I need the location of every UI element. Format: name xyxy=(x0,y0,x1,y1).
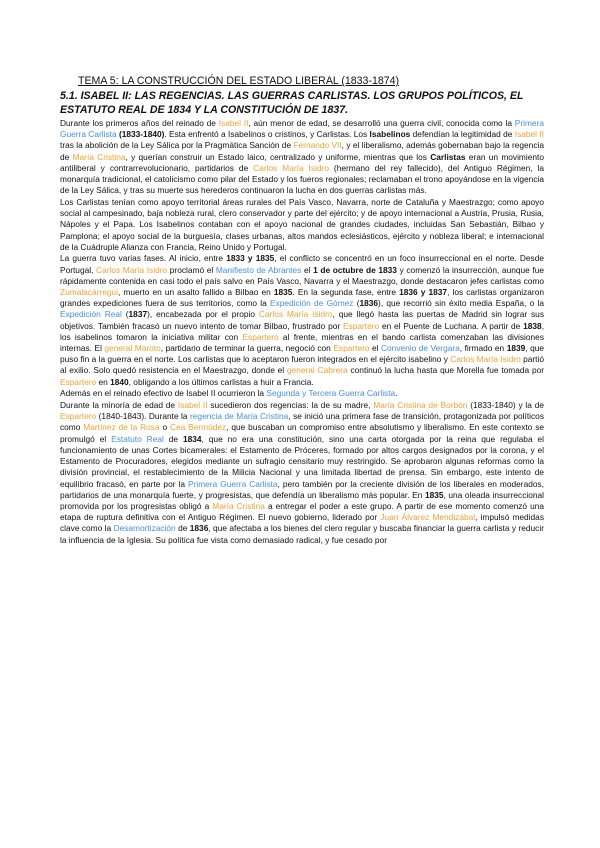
text-run: , obligando a los últimos carlistas a huir a Francia. xyxy=(128,376,314,387)
bold-term: 1833 y 1835 xyxy=(226,253,275,264)
text-run: , muerto en un asalto fallido a Bilbao en xyxy=(117,287,274,298)
text-run: Durante la minoría de edad de xyxy=(60,400,178,411)
bold-term: 1835 xyxy=(273,287,293,298)
text-run: eran un movimiento antiliberal y contrarrevolucionario, partidarios de xyxy=(60,151,544,173)
text-run: en el Puente de Luchana. A partir de xyxy=(379,320,524,331)
text-run: , se inició una primera fase de transición, protagonizada por políticos como xyxy=(60,411,544,433)
text-run: Además en el reinado efectivo de Isabel II ocurrieron la xyxy=(60,388,267,399)
section-title: 5.1. ISABEL II: LAS REGENCIAS. LAS GUERRAS CARLISTAS. LOS GRUPOS POLÍTICOS, EL ESTATUTO REAL DE 1834 Y LA CONSTITUCIÓN DE 1837. xyxy=(60,90,524,116)
person-term: Isabel II xyxy=(514,129,544,140)
person-term: Cea Bermúdez xyxy=(170,422,227,433)
text-run: La guerra tuvo varias fases. Al inicio, entre xyxy=(60,253,227,264)
text-run: ), que recorrió sin éxito media España, o la xyxy=(378,298,544,309)
text-run: , y el liberalismo, además gobernaban bajo la regencia de xyxy=(60,140,544,162)
text-run: el xyxy=(301,264,314,275)
bold-term: 1840 xyxy=(110,376,129,387)
bold-term: 1837 xyxy=(128,309,148,320)
bold-term: 1834 xyxy=(182,433,202,444)
text-run: , impulsó medidas clave como la xyxy=(60,512,544,534)
text-run: (1833-1840) y la de xyxy=(467,400,544,411)
text-run: , firmado en xyxy=(459,343,507,354)
link-term: Convenio de Vergara xyxy=(381,343,460,354)
person-term: Carlos María Isidro xyxy=(96,264,168,275)
text-run: , pero también por la creciente división de los liberales en moderados, partidarios de una monarquía fuerte, y progresistas, que defendía un liberalismo más popular. En xyxy=(60,478,544,500)
text-run: tras la abolición de la Ley Sálica por la Pragmática Sanción de xyxy=(60,140,294,151)
paragraph xyxy=(60,400,544,546)
text-run: proclamó el xyxy=(167,264,216,275)
text-run: Durante los primeros años del reinado de xyxy=(60,118,219,128)
person-term: Fernando VII xyxy=(293,140,342,151)
person-term: Isabel II xyxy=(218,118,249,128)
text-run: , el conflicto se concentró en un foco insurreccional en el norte. Desde Portugal, xyxy=(60,253,545,275)
bold-term: 1836 y 1837 xyxy=(399,287,448,298)
text-run: , que no era una constitución, sino una carta otorgada por la reina que regulaba el funcionamiento de unas Cortes bicamerales: el Estamento de Próceres, formado por altos cargos designados por la corona, y el Estamento de Procuradores, elegidos mediante un sufragio censitario muy restringido. Se aprobaron algunas reformas como la división provincial, el restablecimiento de la Milicia Nacional y una limitada libertad de prensa. Sin embargo, este intento de equilibrio fracasó, en parte por la xyxy=(60,433,545,489)
person-term: general Cabrera xyxy=(286,365,348,376)
link-term: Segunda y Tercera Guerra Carlista xyxy=(266,388,396,399)
text-run: . En la segunda fase, entre xyxy=(292,287,400,298)
bold-term: 1836 xyxy=(189,523,209,534)
text-run: ), encabezada por el propio xyxy=(147,309,259,320)
person-term: Espartero xyxy=(242,331,279,342)
paragraph xyxy=(60,388,544,399)
person-term: Espartero xyxy=(60,411,97,422)
person-term: María Cristina xyxy=(72,151,126,162)
person-term: Carlos María Isidro xyxy=(253,162,329,173)
text-run: . Esta enfrentó a Isabelinos o cristinos, y Carlistas. Los xyxy=(164,129,370,140)
text-run: a entregar el poder a este grupo. A partir de ese momento comenzó una etapa de ruptura definitiva con el Antiguo Régimen. El nuevo gobierno, liderado por xyxy=(60,500,544,523)
text-run: partió al exilio. Solo quedó resistencia en el Maestrazgo, donde el xyxy=(60,354,544,376)
document-body xyxy=(60,118,544,546)
text-run: , que buscaban un compromiso entre absolutismo y liberalismo. En este contexto se promulgó el xyxy=(60,422,545,444)
bold-term: Isabelinos xyxy=(369,129,411,140)
person-term: María Cristina xyxy=(212,500,265,511)
text-run: (hermano del rey fallecido), del Antiguo Régimen, la monarquía tradicional, el catolicismo como pilar del Estado y los fueros regionales; reclamaban el trono apoyándose en la vigencia de la Ley Sálica, y tras su muerte sus herederos continuaron la lucha en dos guerras carlistas más. xyxy=(60,162,545,196)
paragraph xyxy=(60,253,544,387)
link-term: Primera Guerra Carlista xyxy=(188,478,278,489)
person-term: Martínez de la Rosa xyxy=(83,422,160,433)
person-term: Espartero xyxy=(342,320,380,331)
text-run: de xyxy=(175,523,190,534)
text-run: y comenzó la insurrección, aunque fue rápidamente contenida en casi todo el país salvo en País Vasco, Navarra y el Maestrazgo, donde destacaron jefes carlistas como xyxy=(60,264,545,286)
bold-term: 1839 xyxy=(506,343,526,354)
person-term: Espartero xyxy=(333,343,370,354)
text-run: Los Carlistas tenían como apoyo territorial áreas rurales del País Vasco, Navarra, norte de Cataluña y Maestrazgo; como apoyo social al campesinado, baja nobleza rural, clero conservador y parte del ejército; y de apoyo internacional a Austria, Prusia, Rusia, Nápoles y el Papa. Los Isabelinos contaban con el apoyo nacional de grandes ciudades, incluidas San Sebastián, Bilbao y Pamplona; el apoyo social de la burguesía, clases urbanas, altos mandos eclesiásticos, ejército y nobleza liberal; e internacional de la Cuádruple Alianza con Francia, Reino Unido y Portugal. xyxy=(60,196,544,252)
person-term: Juan Álvarez Mendizábal xyxy=(380,512,476,523)
person-term: Isabel II xyxy=(177,400,208,411)
bold-term: (1833-1840) xyxy=(118,129,165,140)
document-title: TEMA 5: LA CONSTRUCCIÓN DEL ESTADO LIBERAL (1833-1874) xyxy=(78,75,400,87)
text-run: el xyxy=(369,343,382,354)
bold-term: 1838 xyxy=(523,320,542,331)
text-run: , los carlistas organizaron grandes expediciones fuera de sus territorios, como la xyxy=(60,287,544,309)
bold-term: 1835 xyxy=(424,489,444,500)
text-run: de xyxy=(163,433,183,444)
person-term: Carlos María Isidro xyxy=(258,309,333,320)
text-run: , y querían construir un Estado laico, centralizado y uniforme, mientras que los xyxy=(125,151,431,162)
person-term: Espartero xyxy=(60,376,97,387)
text-run: al frente, mientras en el bando carlista comenzaban las divisiones internas. El xyxy=(60,331,544,354)
link-term: Expedición de Gómez xyxy=(270,298,354,309)
text-run: o xyxy=(159,422,170,433)
text-run: ( xyxy=(121,309,129,320)
text-run: , que puso fin a la guerra en el norte. Los carlistas que lo aceptaron fueron integrados en el ejército isabelino y xyxy=(60,343,545,365)
paragraph xyxy=(60,118,544,196)
text-run: . xyxy=(395,388,398,399)
person-term: Carlos María Isidro xyxy=(450,354,521,365)
bold-term: 1 de octubre de 1833 xyxy=(313,264,397,275)
bold-term: Carlistas xyxy=(430,151,466,162)
link-term: Manifiesto de Abrantes xyxy=(215,264,302,275)
text-run: en xyxy=(96,376,111,387)
person-term: Zumalacárregui xyxy=(60,287,118,298)
link-term: regencia de María Cristina xyxy=(190,411,289,422)
text-run: ( xyxy=(353,298,360,309)
text-run: , partidario de terminar la guerra, negoció con xyxy=(160,343,334,354)
text-run: , aún menor de edad, se desarrolló una guerra civil, conocida como la xyxy=(248,118,515,128)
person-term: general Maroto xyxy=(104,343,161,354)
text-run: (1840-1843). Durante la xyxy=(96,411,191,422)
link-term: Desamortización xyxy=(113,523,176,534)
link-term: Estatuto Real xyxy=(111,433,164,444)
link-term: Expedición Real xyxy=(60,309,122,320)
text-run: , una oleada insurreccional promovida por los progresistas obligó a xyxy=(60,489,545,511)
link-term: Primera Guerra Carlista xyxy=(60,118,544,140)
text-run: defendían la legitimidad de xyxy=(410,129,515,140)
person-term: María Cristina de Borbón xyxy=(373,400,468,411)
text-run: continuó la lucha hasta que Morella fue tomada por xyxy=(347,365,544,376)
bold-term: 1836 xyxy=(359,298,379,309)
text-run: , que afectaba a los bienes del clero regular y buscaba financiar la guerra carlista y reducir la influencia de la Iglesia. Su política fue vista como demasiado radical, y fue cesado por xyxy=(60,523,544,545)
paragraph xyxy=(60,197,544,253)
text-run: , que llegó hasta las puertas de Madrid sin lograr sus objetivos. También fracasó un nuevo intento de tomar Bilbao, frustrado por xyxy=(60,309,544,331)
text-run: , los isabelinos tomaron la iniciativa militar con xyxy=(60,320,545,342)
text-run: sucedieron dos regencias: la de su madre, xyxy=(207,400,374,411)
